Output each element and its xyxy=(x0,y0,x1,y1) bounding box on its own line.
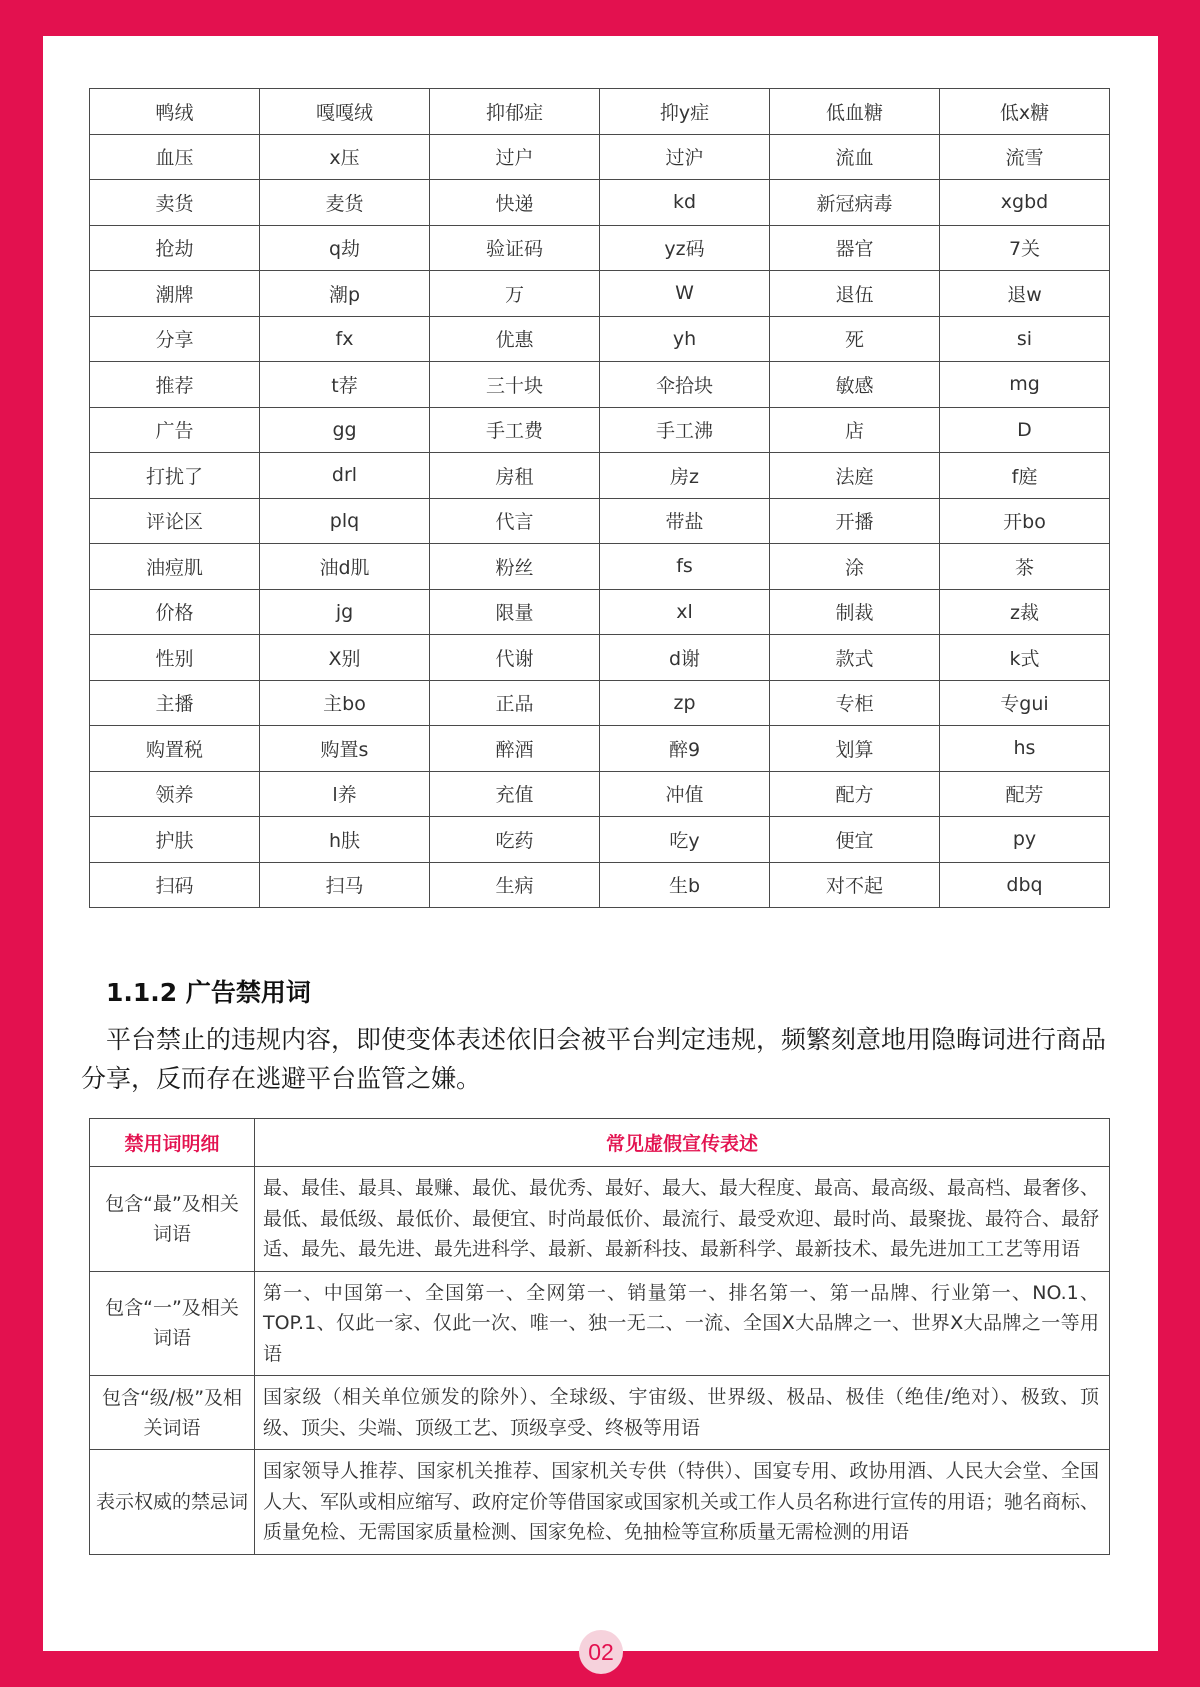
table-cell: 优惠 xyxy=(430,316,600,362)
table-row xyxy=(90,180,1110,226)
table-row xyxy=(90,225,1110,271)
table-cell: 代谢 xyxy=(430,635,600,681)
table-cell: 开bo xyxy=(940,498,1110,544)
table-row xyxy=(90,1167,1110,1272)
table-cell: 正品 xyxy=(430,680,600,726)
header-description: 常见虚假宣传表述 xyxy=(255,1119,1110,1167)
table-cell: 流血 xyxy=(770,134,940,180)
document-page xyxy=(43,36,1158,1651)
table-cell: 制裁 xyxy=(770,589,940,635)
table-cell: 购置税 xyxy=(90,726,260,772)
table-cell: 油痘肌 xyxy=(90,544,260,590)
description-cell: 最、最佳、最具、最赚、最优、最优秀、最好、最大、最大程度、最高、最高级、最高档、最奢侈、最低、最低级、最低价、最便宜、时尚最低价、最流行、最受欢迎、最时尚、最聚拢、最符合、最舒适、最先、最先进、最先进科学、最新、最新科技、最新科学、最新技术、最先进加工工艺等用语 xyxy=(255,1167,1110,1272)
description-cell: 第一、中国第一、全国第一、全网第一、销量第一、排名第一、第一品牌、行业第一、NO.1、TOP.1、仅此一家、仅此一次、唯一、独一无二、一流、全国X大品牌之一、世界X大品牌之一等用语 xyxy=(255,1271,1110,1376)
table-cell: z裁 xyxy=(940,589,1110,635)
table-cell: 购置s xyxy=(260,726,430,772)
table-cell: 性别 xyxy=(90,635,260,681)
table-cell: 敏感 xyxy=(770,362,940,408)
table-cell: 死 xyxy=(770,316,940,362)
table-cell: 冲值 xyxy=(600,771,770,817)
table-cell: 带盐 xyxy=(600,498,770,544)
table-cell: 7关 xyxy=(940,225,1110,271)
table-cell: f庭 xyxy=(940,453,1110,499)
category-cell: 包含“一”及相关词语 xyxy=(90,1271,255,1376)
table-cell: xl xyxy=(600,589,770,635)
table-row xyxy=(90,771,1110,817)
table-cell: si xyxy=(940,316,1110,362)
table-cell: 主bo xyxy=(260,680,430,726)
table-cell: hs xyxy=(940,726,1110,772)
table-cell: k式 xyxy=(940,635,1110,681)
table-cell: 扫码 xyxy=(90,862,260,908)
section-title: 1.1.2 广告禁用词 xyxy=(106,978,311,1007)
table-cell: 生病 xyxy=(430,862,600,908)
table-row xyxy=(90,635,1110,681)
table-cell: zp xyxy=(600,680,770,726)
table-cell: 推荐 xyxy=(90,362,260,408)
table-cell: 过户 xyxy=(430,134,600,180)
table-cell: drl xyxy=(260,453,430,499)
table-cell: 快递 xyxy=(430,180,600,226)
table-cell: 三十块 xyxy=(430,362,600,408)
table-cell: 潮p xyxy=(260,271,430,317)
table-cell: 款式 xyxy=(770,635,940,681)
table-cell: 领养 xyxy=(90,771,260,817)
table-row xyxy=(90,862,1110,908)
table-cell: 评论区 xyxy=(90,498,260,544)
table-row xyxy=(90,726,1110,772)
table-cell: 法庭 xyxy=(770,453,940,499)
table-cell: q劫 xyxy=(260,225,430,271)
table-row xyxy=(90,498,1110,544)
table-cell: mg xyxy=(940,362,1110,408)
table-cell: 分享 xyxy=(90,316,260,362)
table-row xyxy=(90,544,1110,590)
table-cell: 鸭绒 xyxy=(90,89,260,135)
table-cell: 配方 xyxy=(770,771,940,817)
header-category: 禁用词明细 xyxy=(90,1119,255,1167)
table-cell: dbq xyxy=(940,862,1110,908)
table-row xyxy=(90,134,1110,180)
table-cell: 器官 xyxy=(770,225,940,271)
table-cell: 麦货 xyxy=(260,180,430,226)
table-cell: 开播 xyxy=(770,498,940,544)
section-intro: 平台禁止的违规内容，即使变体表述依旧会被平台判定违规，频繁刻意地用隐晦词进行商品分享，反而存在逃避平台监管之嫌。 xyxy=(81,1025,1107,1093)
table-cell: 验证码 xyxy=(430,225,600,271)
banned-table-header xyxy=(90,1119,1110,1167)
table-cell: 充值 xyxy=(430,771,600,817)
table-cell: fs xyxy=(600,544,770,590)
table-cell: t荐 xyxy=(260,362,430,408)
table-row xyxy=(90,271,1110,317)
table-cell: 价格 xyxy=(90,589,260,635)
table-cell: d谢 xyxy=(600,635,770,681)
table-cell: 主播 xyxy=(90,680,260,726)
table-cell: l养 xyxy=(260,771,430,817)
banned-words-table xyxy=(89,1118,1110,1555)
table-row xyxy=(90,817,1110,863)
table-cell: 对不起 xyxy=(770,862,940,908)
table-cell: gg xyxy=(260,407,430,453)
variant-word-table xyxy=(89,88,1110,908)
table-cell: h肤 xyxy=(260,817,430,863)
table-cell: xgbd xyxy=(940,180,1110,226)
table-cell: 抑郁症 xyxy=(430,89,600,135)
table-cell: fx xyxy=(260,316,430,362)
table-cell: 万 xyxy=(430,271,600,317)
table-row xyxy=(90,362,1110,408)
table-cell: 专柜 xyxy=(770,680,940,726)
table-cell: py xyxy=(940,817,1110,863)
table-row xyxy=(90,316,1110,362)
page-number-badge: 02 xyxy=(579,1630,623,1674)
table-cell: 流雪 xyxy=(940,134,1110,180)
table-cell: 血压 xyxy=(90,134,260,180)
table-cell: yh xyxy=(600,316,770,362)
table-cell: 专gui xyxy=(940,680,1110,726)
table-cell: 房z xyxy=(600,453,770,499)
table-cell: 广告 xyxy=(90,407,260,453)
table-cell: 代言 xyxy=(430,498,600,544)
table-cell: 吃y xyxy=(600,817,770,863)
table-cell: 退伍 xyxy=(770,271,940,317)
description-cell: 国家领导人推荐、国家机关推荐、国家机关专供（特供）、国宴专用、政协用酒、人民大会堂、全国人大、军队或相应缩写、政府定价等借国家或国家机关或工作人员名称进行宣传的用语；驰名商标、质量免检、无需国家质量检测、国家免检、免抽检等宣称质量无需检测的用语 xyxy=(255,1450,1110,1555)
table-cell: D xyxy=(940,407,1110,453)
table-cell: 新冠病毒 xyxy=(770,180,940,226)
table-row xyxy=(90,680,1110,726)
table-cell: yz码 xyxy=(600,225,770,271)
table-cell: 手工沸 xyxy=(600,407,770,453)
category-cell: 包含“级/极”及相关词语 xyxy=(90,1376,255,1450)
table-row xyxy=(90,407,1110,453)
table-cell: 潮牌 xyxy=(90,271,260,317)
table-cell: 划算 xyxy=(770,726,940,772)
table-cell: 嘎嘎绒 xyxy=(260,89,430,135)
table-cell: W xyxy=(600,271,770,317)
table-row xyxy=(90,453,1110,499)
table-row xyxy=(90,89,1110,135)
table-cell: 限量 xyxy=(430,589,600,635)
category-cell: 包含“最”及相关词语 xyxy=(90,1167,255,1272)
table-cell: 护肤 xyxy=(90,817,260,863)
table-cell: 低血糖 xyxy=(770,89,940,135)
table-cell: jg xyxy=(260,589,430,635)
table-cell: kd xyxy=(600,180,770,226)
table-cell: 过沪 xyxy=(600,134,770,180)
table-cell: 醉9 xyxy=(600,726,770,772)
table-row xyxy=(90,1271,1110,1376)
table-cell: 店 xyxy=(770,407,940,453)
table-cell: 卖货 xyxy=(90,180,260,226)
table-cell: X别 xyxy=(260,635,430,681)
table-cell: 抢劫 xyxy=(90,225,260,271)
table-cell: 退w xyxy=(940,271,1110,317)
table-cell: 吃药 xyxy=(430,817,600,863)
table-cell: 油d肌 xyxy=(260,544,430,590)
table-cell: 扫马 xyxy=(260,862,430,908)
category-cell: 表示权威的禁忌词 xyxy=(90,1450,255,1555)
table-cell: 配芳 xyxy=(940,771,1110,817)
table-cell: 生b xyxy=(600,862,770,908)
table-cell: plq xyxy=(260,498,430,544)
table-cell: 醉酒 xyxy=(430,726,600,772)
table-cell: 伞拾块 xyxy=(600,362,770,408)
table-row xyxy=(90,589,1110,635)
table-cell: 房租 xyxy=(430,453,600,499)
table-cell: 抑y症 xyxy=(600,89,770,135)
table-cell: x压 xyxy=(260,134,430,180)
table-row xyxy=(90,1450,1110,1555)
table-cell: 便宜 xyxy=(770,817,940,863)
table-cell: 涂 xyxy=(770,544,940,590)
description-cell: 国家级（相关单位颁发的除外）、全球级、宇宙级、世界级、极品、极佳（绝佳/绝对）、极致、顶级、顶尖、尖端、顶级工艺、顶级享受、终极等用语 xyxy=(255,1376,1110,1450)
table-cell: 粉丝 xyxy=(430,544,600,590)
table-cell: 低x糖 xyxy=(940,89,1110,135)
table-cell: 手工费 xyxy=(430,407,600,453)
table-row xyxy=(90,1376,1110,1450)
table-cell: 打扰了 xyxy=(90,453,260,499)
table-cell: 茶 xyxy=(940,544,1110,590)
